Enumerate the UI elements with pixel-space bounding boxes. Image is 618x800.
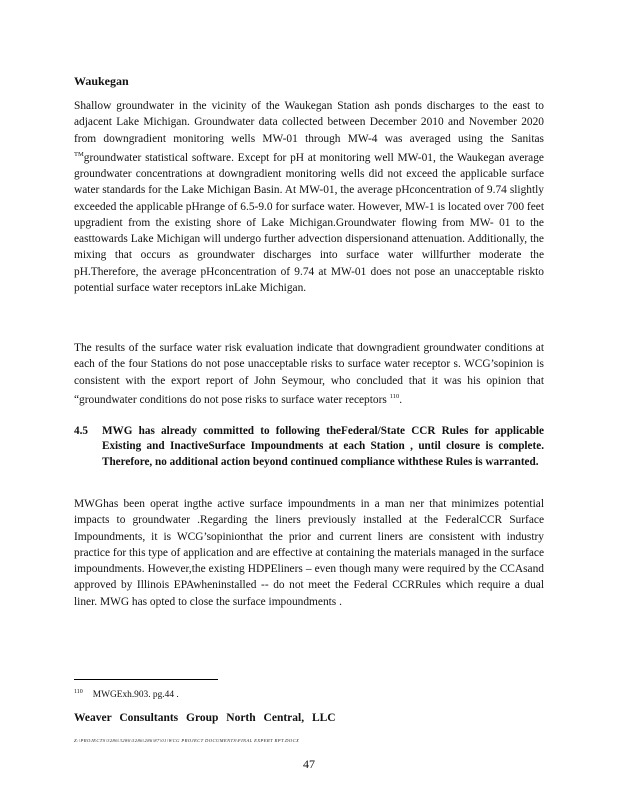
paragraph-text: Shallow groundwater in the vicinity of the Waukegan Station ash ponds discharges to the east to adjacent Lake Michigan. Groundwater data collected between December 2010 and November 2020 from downgradient monitoring wells MW-01 through MW-4 was averaged using the Sanitas [74, 100, 544, 145]
paragraph-liners: MWGhas been operat ingthe active surface impoundments in a man ner that minimizes potential impacts to groundwater .Regarding the liners previously installed at the FederalCCR Surface Impoundments, it is WCG’sopinionthat the prior and current liners are consistent with industry practice for this type of application and are effective at containing the materials managed in the surface impoundments. However,the existing HDPEliners – even though many were required by the CCAsand approved by Illinois EPAwheninstalled -- do not meet the Federal CCRRules which require a dual liner. MWG has opted to close the surface impoundments . [74, 498, 544, 608]
footnote-separator [74, 679, 218, 680]
footnote-text: MWGExh.903. pg.44 . [92, 690, 179, 701]
closing-punctuation: . [399, 393, 403, 406]
paragraph-text: groundwater statistical software. Except for pH at monitoring well MW-01, the Waukegan average groundwater concentrations at downgradient monitoring wells did not exceed the applicable surface water standards for the Lake Michigan Basin. At MW-01, the average pHconcentration of 9.74 slightly exceeded the applicable pHrange of 6.5-9.0 for surface water. However, MW-1 is located over 700 feet upgradient from the existing shore of Lake Michigan.Groundwater flowing from MW- 01 to the easttowards Lake Michigan will undergo further advection dispersionand attenuation. Additionally, the mixing that occurs as groundwater discharges into surface water willfurther moderate the pH.Therefore, the average pHconcentration of 9.74 at MW-01 does not pose an unacceptable riskto potential surface water receptors inLake Michigan. [74, 151, 544, 295]
paragraph-risk-evaluation [74, 340, 544, 408]
footnote [74, 689, 179, 700]
paragraph-text: The results of the surface water risk evaluation indicate that downgradient groundwater conditions at each of the four Stations do not pose unacceptable risks to surface water receptor s. WCG’sopinion is consistent with the export report of John Seymour, who concluded that it was his opinion that “groundwater conditions do not pose risks to surface water receptors [74, 342, 544, 406]
trademark-symbol: TM [74, 150, 84, 158]
item-text: MWG has already committed to following theFederal/State CCR Rules for applicable Existing and InactiveSurface Impoundments at each Station , until closure is complete. Therefore, no additional action beyond continued compliance withthese Rules is warranted. [102, 425, 544, 468]
page-number: 47 [303, 757, 315, 771]
footnote-reference: 110 [389, 392, 400, 400]
numbered-item-4-5 [74, 424, 544, 470]
item-number: 4.5 [74, 425, 88, 437]
section-heading: Waukegan [74, 74, 129, 88]
file-path: Z:\PROJECTS\3286\3286\3286\286\87\01\WCG PROJECT DOCUMENTS\FINAL EXPERT RPT.DOCX [74, 738, 300, 743]
paragraph-waukegan [74, 98, 544, 296]
company-name: Weaver Consultants Group North Central, LLC [74, 712, 336, 724]
footnote-number: 110 [74, 689, 83, 695]
